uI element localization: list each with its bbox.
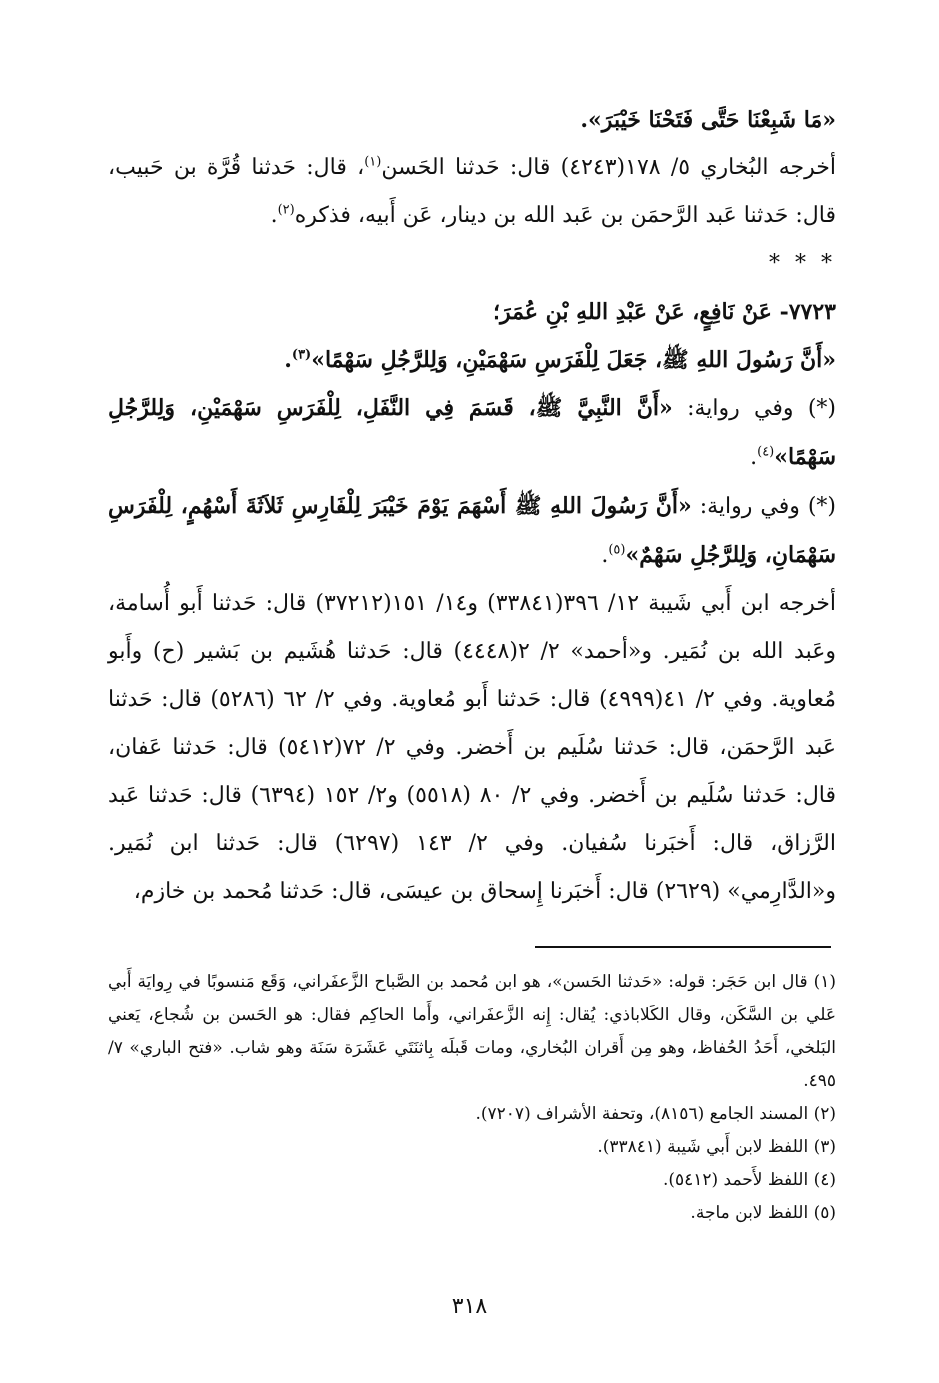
riwaya-2	[108, 482, 836, 580]
hadith-isnad: عَنْ نَافِعٍ، عَنْ عَبْدِ اللهِ بْنِ عُمَرَ؛	[493, 299, 772, 325]
riwaya-text: «أَنَّ النَّبِيَّ ﷺ، قَسَمَ فِي النَّفَلِ، لِلْفَرَسِ سَهْمَيْنِ، وَلِلرَّجُلِ سَهْمًا»	[108, 395, 836, 470]
footnote-ref-1[interactable]: (١)	[364, 154, 382, 170]
footnote-divider	[535, 946, 831, 948]
riwaya-text: «أَنَّ رَسُولَ اللهِ ﷺ أَسْهَمَ يَوْمَ خَيْبَرَ لِلْفَارِسِ ثَلاَثَةَ أَسْهُمٍ، لِلْفَرَسِ سَهْمَانِ، وَلِلرَّجُلِ سَهْمٌ»	[108, 493, 836, 568]
takhrij-text: أخرجه البُخاري ٥/ ١٧٨(٤٢٤٣) قال: حَدثنا الحَسن	[381, 155, 836, 180]
quote-line	[108, 96, 836, 144]
hadith-header	[108, 288, 836, 336]
main-text	[108, 96, 836, 916]
period: .	[601, 543, 609, 568]
hadith-number: ٧٧٢٣-	[779, 299, 836, 325]
footnote-1: (١) قال ابن حَجَر: قوله: «حَدثنا الحَسن»، هو ابن مُحمد بن الصَّباح الزَّعفَراني، وَقَع مَنسوبًا في رِوايَة أَبي عَلي بن السَّكَن، وقال الكَلاباذي: يُقال: إِنه الزَّعفَراني، وأَما الحاكِم فقال: هو الحَسن بن شُجاع، يَعني البَلخي، أَحَدُ الحُفاظ، وهو مِن أَقران البُخاري، ومات قَبلَه بِاثنَتَي عَشَرَة سَنَة وهو شاب. «فتح الباري» ٧/ ٤٩٥.	[108, 972, 836, 1091]
period: .	[284, 347, 292, 373]
takhrij-paragraph-2: أخرجه ابن أَبي شَيبة ١٢/ ٣٩٦(٣٣٨٤١) و١٤/ ١٥١(٣٧٢١٢) قال: حَدثنا أَبو أُسامة، وعَبد الله بن نُمَير. و«أحمد» ٢/ ٢(٤٤٤٨) قال: حَدثنا هُشَيم بن بَشير (ح) وأَبو مُعاوية. وفي ٢/ ٤١(٤٩٩٩) قال: حَدثنا أَبو مُعاوية. وفي ٢/ ٦٢ (٥٢٨٦) قال: حَدثنا عَبد الرَّحمَن، قال: حَدثنا سُلَيم بن أَخضر. وفي ٢/ ٧٢(٥٤١٢) قال: حَدثنا عَفان، قال: حَدثنا سُلَيم بن أَخضر. وفي ٢/ ٨٠ (٥٥١٨) و٢/ ١٥٢ (٦٣٩٤) قال: حَدثنا عَبد الرَّزاق، قال: أَخبَرنا سُفيان. وفي ٢/ ١٤٣ (٦٢٩٧) قال: حَدثنا ابن نُمَير. و«الدَّارِمي» (٢٦٢٩) قال: أَخبَرنا إِسحاق بن عيسَى، قال: حَدثنا مُحمد بن خازم،	[108, 591, 837, 904]
footnote-ref-3[interactable]: (٣)	[291, 347, 312, 363]
matn-text: «أَنَّ رَسُولَ اللهِ ﷺ، جَعَلَ لِلْفَرَسِ سَهْمَيْنِ، وَلِلرَّجُلِ سَهْمًا»	[311, 347, 836, 373]
footnotes	[108, 966, 836, 1230]
footnote-3: (٣) اللفظ لابن أَبي شَيبة (٣٣٨٤١).	[597, 1137, 836, 1157]
footnote-ref-4[interactable]: (٤)	[757, 444, 775, 460]
page-number: ٣١٨	[451, 1294, 488, 1319]
takhrij-text-cont: ، قال: حَدثنا قُرَّة بن حَبيب، قال: حَدثنا عَبد الرَّحمَن بن عَبد الله بن دينار، عَن أَبيه، فذكره	[108, 155, 836, 228]
footnote-5: (٥) اللفظ لابن ماجة.	[690, 1203, 836, 1223]
footnote-ref-5[interactable]: (٥)	[608, 542, 626, 558]
period: .	[750, 445, 758, 470]
riwaya-1	[108, 384, 836, 482]
quote-text: «مَا شَبِعْنَا حَتَّى فَتَحْنَا خَيْبَرَ».	[580, 107, 836, 133]
period: .	[270, 203, 278, 228]
footnote-4: (٤) اللفظ لأَحمد (٥٤١٢).	[662, 1170, 836, 1190]
section-divider: * * *	[769, 251, 836, 276]
riwaya-label: (*) وفي رواية:	[687, 396, 836, 421]
riwaya-label: (*) وفي رواية:	[699, 494, 836, 519]
footnote-ref-2[interactable]: (٢)	[277, 202, 295, 218]
takhrij-paragraph-1	[108, 144, 836, 240]
hadith-matn	[108, 336, 836, 384]
footnote-2: (٢) المسند الجامع (٨١٥٦)، وتحفة الأشراف (٧٢٠٧).	[475, 1104, 836, 1124]
